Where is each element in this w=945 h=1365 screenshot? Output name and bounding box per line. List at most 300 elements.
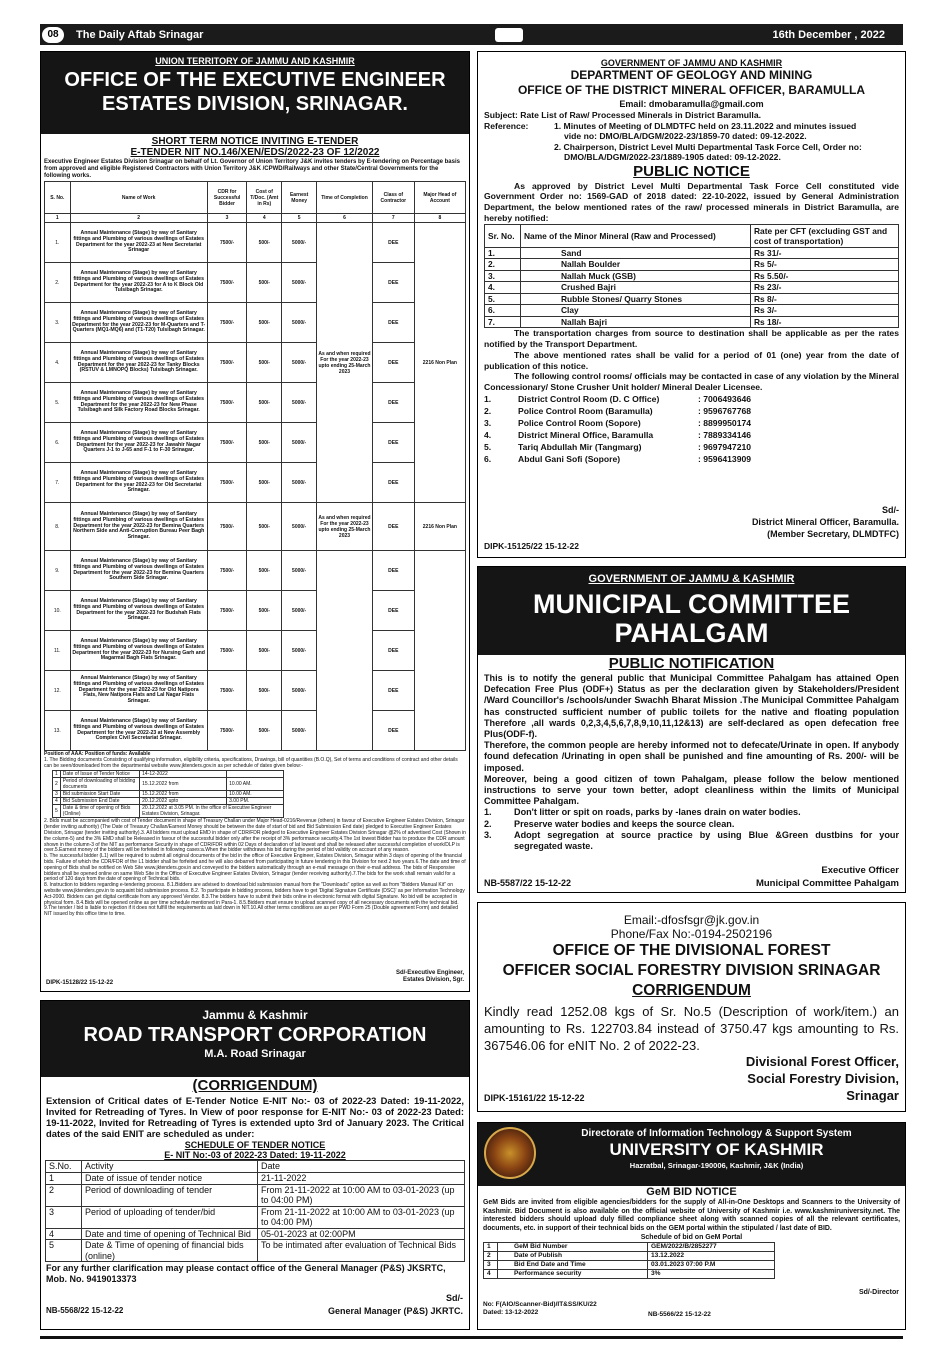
geo-rate-cell: Rs 31/- (751, 247, 899, 259)
pahalgam-instruction-num: 2. (484, 818, 492, 829)
pahalgam-p1: This is to notify the general public that Municipal Committee Pahalgam has attained Open Defecation Free Plus (ODF+) Status as per the declaration given by Stakeholders/President /Ward Councillor's /schools/under Swachh Bharat Mission .The Municipal Committee Pahalgam has constructed sufficient number of public toilets for the native and floating population Therefore ,all wards 0,2,3,4,5,6,7,8,9,10,11,12&13) are self-declared as open defecation free Plus(ODF-f). (484, 673, 899, 740)
estates-row-cdr: 7500/- (207, 671, 247, 711)
uok-schedule: Schedule of bid on GeM Portal (640, 1234, 743, 1242)
geo-rate-cell: Nallah Boulder (521, 259, 751, 271)
estates-row-em: 5000/- (282, 343, 317, 383)
estates-row-class: DEE (372, 463, 414, 503)
page-number: 08 (42, 27, 64, 43)
estates-row-number: 9. (45, 551, 71, 591)
uok-sd: Sd/-Director (858, 1289, 899, 1296)
geo-contact-phone: : 9596767768 (698, 405, 752, 416)
rtc-table-cell: From 21-11-2022 at 10:00 AM to 03-01-2023 (up to 04:00 PM) (258, 1184, 465, 1206)
geo-gov: GOVERNMENT OF JAMMU AND KASHMIR (600, 58, 783, 68)
geo-contact-row (484, 393, 899, 405)
estates-col-number: 6 (317, 214, 373, 223)
geo-contact-phone: : 7889334146 (698, 429, 752, 440)
rtc-schedule: SCHEDULE OF TENDER NOTICE (184, 1140, 326, 1150)
estates-row-work: Annual Maintenance (Stage) by way of Sanitary fittings and Plumbing of various dwellings of Estates Department for the year 2022-23 at New Secretariat Srinagar (70, 223, 207, 263)
geo-col-header: Name of the Minor Mineral (Raw and Processed) (521, 224, 751, 247)
uok-bid-cell: GeM Bid Number (498, 1243, 648, 1252)
estates-dates-table (52, 770, 284, 818)
geo-contact-row (484, 453, 899, 465)
geo-contact-phone: : 7006493646 (698, 393, 752, 404)
estates-date-row (53, 798, 284, 805)
uok-bid-row (484, 1261, 775, 1270)
estates-title-1: OFFICE OF THE EXECUTIVE ENGINEER (64, 69, 446, 91)
rtc-table-cell: To be intimated after evaluation of Technical Bids (258, 1240, 465, 1262)
geo-ref-1: 1. Minutes of Meeting of DLMDTFC held on 23.11.2022 and minutes issued (554, 120, 857, 131)
estates-note-4: 8. Instruction to bidders regarding e-tendering process. 8.1.Bidders are advised to download bid submission manual from the "Downloads" option as well as from "Bidders Manual Kit" on website www.jktenders.gov.in to acquaint bid submission process. 8.2. To participate in bidding process, bidders have to get 'Digital Signature Certificate (DSC)' as per Information Technology Act-2000. Bidders can get digital certificate from any approved Vendor. 8.3.The bidders have to submit their bids online in electronic format with digital Signature. No bid will be accepted in physical form. 8.4.Bids will be opened online as per time schedule mentioned in Para-1. 8.5.Bidders must ensure to upload scanned copy of all necessary documents with the technical bid. 9.The tender / bid is liable to rejection if it does not fulfill the requirements as laid down in NIT.10.All other terms conditions are as per PWD Form 25 (Double agreement Form) and detailed NIT issued by this office time to time. (44, 882, 465, 918)
estates-row-tdoc: 500/- (247, 503, 282, 551)
paper-name: The Daily Aftab Srinagar (76, 28, 204, 41)
uok-body: GeM Bids are invited from eligible agencies/bidders for the supply of All-in-One Desktops and Scanners to the University of Kashmir. Bid Document is also available on the official website of University of Kashmir i.e. www.kashmiruniversity.net. The interested bidders should upload duly filled compliance sheet along with scanned copies of all the relevant certificates, documents, etc. in support of their technical bids on the GEM portal within the stipulated / last date of BID. (483, 1199, 900, 1232)
geo-rate-cell: 6. (485, 305, 521, 317)
uok-bid-cell: GEM/2022/B/2852277 (648, 1243, 775, 1252)
estates-date-cell: 1 (53, 771, 61, 778)
geo-contact-phone: : 9596413909 (698, 453, 752, 464)
estates-row-tdoc: 500/- (247, 591, 282, 631)
geo-p1: The transportation charges from source to destination shall be applicable as per the rates notified by the Transport Department. (484, 328, 899, 349)
uok-title: UNIVERSITY OF KASHMIR (609, 1140, 824, 1159)
estates-date-cell: 20.12.2022 upto (140, 798, 227, 805)
estates-date-cell: 15.12.2022 from (140, 778, 227, 791)
rtc-table-row (46, 1228, 465, 1240)
geo-rate-cell: Nallah Muck (GSB) (521, 270, 751, 282)
geo-rate-row (485, 282, 899, 294)
rtc-enit: E- NIT No:-03 of 2022-23 Dated: 19-11-2022 (164, 1150, 346, 1160)
geo-rate-cell: 7. (485, 316, 521, 328)
estates-row-cdr: 7500/- (207, 383, 247, 423)
geo-contact-row (484, 405, 899, 417)
geo-public-notice: PUBLIC NOTICE (633, 162, 750, 180)
geo-rate-cell: Clay (521, 305, 751, 317)
estates-row-work: Annual Maintenance (Stage) by way of Sanitary fittings and Plumbing of various dwellings of Estates Department for the year 2022-23 for M-Quarters and T-Quarters (MQ1-MQ6) and (T1-T20) Tulsibagh Srinagar. (70, 303, 207, 343)
geo-ref-label: Reference: (484, 120, 529, 131)
rtc-body: Extension of Critical dates of E-Tender Notice E-NIT No:- 03 of 2022-23 Dated: 19-11-2022, Invited for Retreading of Tyres. In View of poor response for E-NIT No:- 03 of 2022-23 Dated: 19-11-2022, Invited for Retreading of Tyres is extended upto 3rd of January 2023. The Critical dates of the said ENIT are scheduled as under: (46, 1095, 464, 1139)
estates-major-head: 2216 Non Plan (414, 503, 465, 551)
estates-row-tdoc: 500/- (247, 711, 282, 751)
estates-row-work: Annual Maintenance (Stage) by way of Sanitary fittings and Plumbing of various dwellings of Estates Department for the year 2022-23 for A to K Block Old Tulsibagh Srinagar. (70, 263, 207, 303)
estates-row-number: 11. (45, 631, 71, 671)
estates-table-row (45, 591, 466, 631)
estates-table-row (45, 343, 466, 383)
geo-rate-row (485, 259, 899, 271)
geo-sign-2: (Member Secretary, DLMDTFC) (767, 529, 899, 539)
estates-row-em: 5000/- (282, 223, 317, 263)
rtc-table-row (46, 1184, 465, 1206)
estates-row-number: 6. (45, 423, 71, 463)
estates-row-work: Annual Maintenance (Stage) by way of Sanitary fittings and Plumbing of various dwellings of Estates Department for the year 2022-23 for Jawahir Nagar Quarters J-1 to J-65 and F-1 to F-30 Srinagar. (70, 423, 207, 463)
pahalgam-instruction (484, 819, 899, 830)
geo-contact-row (484, 429, 899, 441)
geo-rate-cell: Crushed Bajri (521, 282, 751, 294)
uok-bid-cell: Date of Publish (498, 1252, 648, 1261)
estates-header (41, 52, 469, 134)
estates-date-cell: Date & time of opening of Bids (Online) (60, 805, 139, 818)
geo-contact-phone: : 9697947210 (698, 441, 752, 452)
estates-row-em: 5000/- (282, 503, 317, 551)
issue-date: 16th December , 2022 (772, 28, 885, 41)
estates-row-cdr: 7500/- (207, 423, 247, 463)
rtc-table-cell: Date and time of opening of Technical Bid (82, 1228, 258, 1240)
rtc-col-header: Date (258, 1161, 465, 1173)
estates-table-row (45, 671, 466, 711)
estates-table-row (45, 223, 466, 263)
estates-col-number: 4 (247, 214, 282, 223)
estates-works-table (44, 181, 466, 751)
rtc-table-cell: Period of downloading of tender (82, 1184, 258, 1206)
rtc-table-cell: 21-11-2022 (258, 1173, 465, 1185)
pahalgam-nb: NB-5587/22 15-12-22 (484, 878, 572, 888)
rtc-table-cell: 05-01-2023 at 02:00PM (258, 1228, 465, 1240)
estates-row-cdr: 7500/- (207, 463, 247, 503)
estates-tender-ad (40, 51, 470, 992)
rtc-sd: Sd/- (446, 1293, 463, 1303)
estates-row-work: Annual Maintenance (Stage) by way of Sanitary fittings and Plumbing of various dwellings of Estates Department for the year 2022-23 for Bemina Quarters Southern Side Srinagar. (70, 551, 207, 591)
estates-col-header: Major Head of Account (414, 182, 465, 214)
estates-row-em: 5000/- (282, 383, 317, 423)
geo-rate-cell: Rs 5.50/- (751, 270, 899, 282)
geo-sign-1: District Mineral Officer, Baramulla. (751, 517, 899, 527)
uok-bid-row (484, 1243, 775, 1252)
estates-row-em: 5000/- (282, 631, 317, 671)
geo-sd: Sd/- (882, 505, 899, 515)
uok-directorate: Directorate of Information Technology & Support System (581, 1128, 852, 1139)
pahalgam-instruction-text: Preserve water bodies and keeps the source clean. (514, 818, 735, 829)
estates-row-cdr: 7500/- (207, 631, 247, 671)
geo-contact-num: 6. (484, 453, 492, 464)
estates-row-class: DEE (372, 551, 414, 591)
forest-body: Kindly read 1252.08 kgs of Sr. No.5 (Description of work/item.) an amounting to Rs. 122703.84 instead of 3750.47 kgs amounting to Rs. 367546.06 for eNIT No. 2 of 2022-23. (484, 1004, 899, 1053)
estates-table-row (45, 463, 466, 503)
geo-rate-cell: Rs 3/- (751, 305, 899, 317)
geo-col-header: Rate per CFT (excluding GST and cost of transportation) (751, 224, 899, 247)
estates-date-cell: 14-12-2022 (140, 771, 227, 778)
paper-logo-icon (495, 28, 523, 42)
geo-contact-phone: : 8899950174 (698, 417, 752, 428)
geo-rate-row (485, 305, 899, 317)
estates-col-header: CDR for Successful Bidder (207, 182, 247, 214)
estates-row-work: Annual Maintenance (Stage) by way of Sanitary fittings and Plumbing of various dwellings of Estates Department for the year 2022-23 at New Assembly Complex Civil Secretariat Srinagar. (70, 711, 207, 751)
geo-rate-cell: 2. (485, 259, 521, 271)
estates-row-cdr: 7500/- (207, 263, 247, 303)
rtc-table-cell: 1 (46, 1173, 82, 1185)
estates-row-work: Annual Maintenance (Stage) by way of Sanitary fittings and Plumbing of various dwellings of Estates Department for the year 2022-23 for Old Natipora Flats, New Natipora Flats and Lal Nagar Flats Srinagar. (70, 671, 207, 711)
estates-row-tdoc: 500/- (247, 631, 282, 671)
estates-col-number: 7 (372, 214, 414, 223)
estates-row-em: 5000/- (282, 551, 317, 591)
pahalgam-instruction-num: 3. (484, 829, 492, 840)
geo-contact-num: 2. (484, 405, 492, 416)
estates-table-row (45, 263, 466, 303)
estates-date-cell: Bid Submission End Date (60, 798, 139, 805)
uok-bid-cell: 4 (484, 1270, 498, 1279)
geology-notice-ad (477, 51, 906, 558)
rtc-table-cell: From 21-11-2022 at 10:00 AM to 03-01-2023 (up to 04:00 PM) (258, 1206, 465, 1228)
pahalgam-sign-1: Executive Officer (821, 865, 899, 876)
estates-note-2: 2. Bids must be accompanied with cost of Tender document in shape of Treasury Challan under Major Head-0216/Revenue (others) in favour of Executive Engineer Estates Division, Srinagar (tender inviting authority) (The Date of Treasury Challan/Earnest Money should be between the date of start of bid and Bid Submission End date) pledged to Executive Engineer Estates Division, Srinagar (tender inviting authority).3. All bidders must upload EMD in shape of CDR/FDR pledged to Executive Engineer Estates Division Srinagar @2% of advertised Cost (Shown in the column-5) and the 3% EMD shall be Released in favour of the successful bidder only after the receipt of 3% performance security.4.The 1st lowest Bidder has to produce the CDR amount shown in the column-3 of the NIT as performance Security in shape of CDR/FDR within 02 Days of declaration of lat lowest and shall be released after successful completion of work/DLP is over.5.Earnest money of the bidders will be forfeited in following cases:a.When the bidder withdraws his bid during the period of bid validity on account of any reason. (44, 818, 466, 854)
estates-row-tdoc: 500/- (247, 463, 282, 503)
uok-emblem-icon (484, 1127, 536, 1179)
estates-date-cell (227, 771, 284, 778)
estates-col-number: 3 (207, 214, 247, 223)
geo-ref-1b: vide no: DMO/BLA/DGM/2022-23/1859-70 dated: 09-12-2022. (564, 131, 807, 141)
estates-intro: Executive Engineer Estates Division Srinagar on behalf of Lt. Governor of Union Territory J&K invites tenders by E-tendering on Percentage basis from approved and eligible Registered Contractors with Union Territory J&K /CPWD/Railways and other State/Central Governments for the following works. (44, 159, 460, 179)
pahalgam-instruction (484, 830, 899, 852)
forest-sign-2: Social Forestry Division, (747, 1071, 899, 1086)
uok-dated: Dated: 13-12-2022 (483, 1309, 539, 1316)
uok-bid-cell: 1 (484, 1243, 498, 1252)
geo-contact-row (484, 441, 899, 453)
estates-col-header: Name of Work (70, 182, 207, 214)
estates-row-work: Annual Maintenance (Stage) by way of Sanitary fittings and Plumbing of various dwellings of Estates Department for the year 2022-23 for Old Secretariat Srinagar. (70, 463, 207, 503)
estates-row-cdr: 7500/- (207, 551, 247, 591)
estates-row-class: DEE (372, 423, 414, 463)
estates-col-header: Cost of T/Doc. (Amt in Rs) (247, 182, 282, 214)
estates-row-class: DEE (372, 671, 414, 711)
rtc-table-cell: Period of uploading of tender/bid (82, 1206, 258, 1228)
uok-bid-cell: 3% (648, 1270, 775, 1279)
rtc-table-cell: Date of issue of tender notice (82, 1173, 258, 1185)
estates-row-number: 5. (45, 383, 71, 423)
estates-signature-2: Estates Division, Sgr. (402, 977, 464, 983)
estates-row-class: DEE (372, 343, 414, 383)
rtc-table-row (46, 1206, 465, 1228)
rtc-col-header: Activity (82, 1161, 258, 1173)
estates-row-em: 5000/- (282, 671, 317, 711)
uok-no: No: F(AIO/Scanner-Bid)/IT&SS/KU/22 (483, 1301, 597, 1308)
estates-date-cell: 4 (53, 798, 61, 805)
estates-table-row (45, 383, 466, 423)
rtc-corrigendum-ad (40, 1000, 470, 1330)
estates-col-header: Earnest Money (282, 182, 317, 214)
pahalgam-title-1: MUNICIPAL COMMITTEE (533, 589, 850, 619)
rtc-nb: NB-5568/22 15-12-22 (46, 1306, 124, 1315)
estates-date-cell: Bid submission Start Date (60, 791, 139, 798)
geo-rates-table (484, 224, 899, 329)
rtc-col-header: S.No. (46, 1161, 82, 1173)
estates-date-row (53, 805, 284, 818)
estates-row-em: 5000/- (282, 303, 317, 343)
estates-date-cell: Date of Issue of Tender Notice (60, 771, 139, 778)
geo-contact-num: 3. (484, 417, 492, 428)
estates-date-cell: 10.00 AM. (227, 791, 284, 798)
forest-sign-1: Divisional Forest Officer, (745, 1054, 899, 1069)
pahalgam-title-2: PAHALGAM (614, 618, 769, 648)
estates-date-cell: 20.12.2022 at 3.05 PM. In the office of Executive Engineer Estates Division, Srinagar. (140, 805, 284, 818)
geo-contact-name: Police Control Room (Baramulla) (518, 405, 653, 416)
geo-contact-name: Tariq Abdullah Mir (Tangmarg) (518, 441, 642, 452)
geo-rate-cell: 5. (485, 293, 521, 305)
geo-contact-num: 5. (484, 441, 492, 452)
geo-rate-row (485, 270, 899, 282)
estates-date-row (53, 791, 284, 798)
estates-row-tdoc: 500/- (247, 263, 282, 303)
pahalgam-instruction-text: Don't litter or spit on roads, parks by -lanes drain on water bodies. (514, 807, 801, 818)
estates-date-cell: 5 (53, 805, 61, 818)
geo-rate-row (485, 293, 899, 305)
geo-rate-cell: Rs 8/- (751, 293, 899, 305)
estates-row-number: 10. (45, 591, 71, 631)
geo-rate-cell: Sand (521, 247, 751, 259)
estates-row-class: DEE (372, 711, 414, 751)
estates-row-number: 4. (45, 343, 71, 383)
estates-date-cell: Period of downloading of bidding documents (60, 778, 139, 791)
estates-row-em: 5000/- (282, 263, 317, 303)
newspaper-header (40, 24, 903, 45)
rtc-address: M.A. Road Srinagar (204, 1048, 306, 1060)
estates-row-cdr: 7500/- (207, 503, 247, 551)
geo-contact-num: 4. (484, 429, 492, 440)
estates-row-class: DEE (372, 631, 414, 671)
estates-row-tdoc: 500/- (247, 551, 282, 591)
uok-bid-row (484, 1270, 775, 1279)
pahalgam-sign-2: Municipal Committee Pahalgam (755, 878, 899, 889)
rtc-jk: Jammu & Kashmir (202, 1008, 308, 1022)
estates-short-notice: SHORT TERM NOTICE INVITING E-TENDER (151, 136, 359, 147)
rtc-table-cell: 5 (46, 1240, 82, 1262)
rtc-gm: General Manager (P&S) JKRTC. (327, 1306, 463, 1316)
pahalgam-instruction-text: Adopt segregation at source practice by using Blue &Green dustbins for your segregated waste. (514, 829, 899, 852)
estates-col-header: Time of Completion (317, 182, 373, 214)
forest-corrigendum-ad (477, 902, 906, 1112)
estates-major-head-empty (414, 551, 465, 751)
estates-col-number: 5 (282, 214, 317, 223)
geo-p3: The following control rooms/ officials may be contacted in case of any violation by the Mineral Concessionary/ Stone Crusher Unit holder/ Mineral Dealer Licensee. (484, 371, 899, 393)
estates-aaa: Position of AAA: Position of funds: Available (44, 751, 151, 757)
rtc-corrigendum: (CORRIGENDUM) (192, 1077, 318, 1094)
estates-row-cdr: 7500/- (207, 591, 247, 631)
geo-ref-2b: DMO/BLA/DGM/2022-23/1889-1905 dated: 09-12-2022. (564, 152, 781, 162)
estates-nit-number: E-TENDER NIT NO.146/XEN/EDS/2022-23 OF 12/2022 (130, 147, 380, 158)
estates-date-row (53, 778, 284, 791)
estates-table-row (45, 503, 466, 551)
geo-body: As approved by District Level Multi Departmental Task Force Cell constituted vide Government Order no: 1569-GAD of 2018 dated: 22-10-2022, issued by General Administration Department, the below mentioned rates of the raw/ processed minerals in District Baramulla, are hereby notified: (484, 180, 899, 223)
estates-date-cell: 2 (53, 778, 61, 791)
geo-rate-cell: Rs 5/- (751, 259, 899, 271)
estates-ut: UNION TERRITORY OF JAMMU AND KASHMIR (155, 56, 355, 66)
estates-row-number: 7. (45, 463, 71, 503)
pahalgam-instruction-num: 1. (484, 807, 492, 818)
geo-rate-cell: Nallah Bajri (521, 316, 751, 328)
estates-date-row (53, 771, 284, 778)
estates-title-2: ESTATES DIVISION, SRINAGAR. (102, 93, 408, 115)
estates-row-work: Annual Maintenance (Stage) by way of Sanitary fittings and Plumbing of various dwellings of Estates Department for the year 2022-23 for Bemina Quarters Northern Side and Anti-Corruption Bureau Peer Bagh Srinagar. (70, 503, 207, 551)
estates-row-tdoc: 500/- (247, 671, 282, 711)
geo-office: OFFICE OF THE DISTRICT MINERAL OFFICER, BARAMULLA (517, 83, 866, 97)
estates-row-class: DEE (372, 383, 414, 423)
estates-row-work: Annual Maintenance (Stage) by way of Sanitary fittings and Plumbing of various dwellings of Estates Department for the year 2022-23 for Tanky Blocks (RSTUV & LMNOPQ Blocks) Tulsibagh Srinagar. (70, 343, 207, 383)
forest-title-1: OFFICE OF THE DIVISIONAL FOREST (552, 942, 831, 959)
estates-row-number: 8. (45, 503, 71, 551)
pahalgam-p3: Moreover, being a good citizen of town Pahalgam, please follow the below mentioned instructions to serve your town better, adopt cleanliness within the limits of Municipal Committee Pahalgam. (484, 773, 899, 807)
estates-row-number: 3. (45, 303, 71, 343)
uok-bid-cell: 03.01.2023 07:00 P.M (648, 1261, 775, 1270)
estates-row-work: Annual Maintenance (Stage) by way of Sanitary fittings and Plumbing of various dwellings of Estates Department for the year 2022-23 for Nursing Garh and Magarmal Bagh Flats Srinagar. (70, 631, 207, 671)
rtc-table-cell: 2 (46, 1184, 82, 1206)
rtc-title: ROAD TRANSPORT CORPORATION (83, 1024, 427, 1046)
estates-row-class: DEE (372, 591, 414, 631)
estates-table-row (45, 631, 466, 671)
estates-table-row (45, 423, 466, 463)
geo-rate-cell: Rubble Stones/ Quarry Stones (521, 293, 751, 305)
pahalgam-gov: GOVERNMENT OF JAMMU & KASHMIR (588, 573, 795, 585)
estates-row-tdoc: 500/- (247, 303, 282, 343)
estates-major-head: 2216 Non Plan (414, 223, 465, 503)
rtc-table-cell: 4 (46, 1228, 82, 1240)
geo-contact-row (484, 417, 899, 429)
estates-date-cell: 10.00 AM. (227, 778, 284, 791)
estates-signature: Sd/-Executive Engineer, (395, 970, 464, 976)
uok-gem-ad (477, 1122, 906, 1330)
estates-col-number: 2 (70, 214, 207, 223)
geo-dept: DEPARTMENT OF GEOLOGY AND MINING (570, 68, 813, 82)
estates-row-work: Annual Maintenance (Stage) by way of Sanitary fittings and Plumbing of various dwellings of Estates Department for the year 2022-23 for New Phase Tulsibagh and Silk Factory Road Blocks Srinagar. (70, 383, 207, 423)
uok-address: Hazratbal, Srinagar-190006, Kashmir, J&K (India) (629, 1161, 804, 1170)
pahalgam-instruction (484, 807, 899, 818)
estates-col-number: 1 (45, 214, 71, 223)
uok-bid-cell: Performance security (498, 1270, 648, 1279)
estates-row-cdr: 7500/- (207, 711, 247, 751)
estates-row-class: DEE (372, 503, 414, 551)
geo-dipk: DIPK-15125/22 15-12-22 (484, 541, 579, 551)
forest-dipk: DIPK-15161/22 15-12-22 (484, 1093, 585, 1103)
estates-row-number: 1. (45, 223, 71, 263)
geo-rate-cell: 3. (485, 270, 521, 282)
estates-row-em: 5000/- (282, 711, 317, 751)
forest-phone: Phone/Fax No:-0194-2502196 (610, 927, 773, 941)
forest-title-2: OFFICER SOCIAL FORESTRY DIVISION SRINAGAR (502, 962, 881, 979)
uok-gem-notice: GeM BID NOTICE (646, 1186, 737, 1198)
pahalgam-p2: Therefore, the common people are hereby informed not to defecate/Urinate in open. If anybody found defecation /Urinating in open shall be punished and fine amounting of Rs. 200/- will be imposed. (484, 740, 899, 773)
geo-subject: Subject: Rate List of Raw/ Processed Minerals in District Baramulla. (484, 110, 761, 120)
uok-bid-cell: 2 (484, 1252, 498, 1261)
estates-row-class: DEE (372, 263, 414, 303)
estates-row-work: Annual Maintenance (Stage) by way of Sanitary fittings and Plumbing of various dwellings of Estates Department for the year 2022-23 for Budshah Flats Srinagar. (70, 591, 207, 631)
rtc-table-row (46, 1173, 465, 1185)
estates-col-header: S. No. (45, 182, 71, 214)
estates-note-1: 1. The Bidding documents Consisting of qualifying information, eligibility criteria, specifications, Drawings, bill of quantities (B.O.Q), Set of terms and conditions of contract and other details can be seen/downloaded from the departmental website www.jktenders.gov.in as per schedule of dates given below:- (44, 756, 458, 769)
uok-bid-row (484, 1252, 775, 1261)
geo-contact-name: District Mineral Office, Baramulla (518, 429, 654, 440)
estates-date-cell: 15.12.2022 from (140, 791, 227, 798)
forest-email: Email:-dfosfsgr@jk.gov.in (623, 913, 760, 927)
uok-nb: NB-5566/22 15-12-22 (648, 1311, 711, 1318)
geo-rate-cell: Rs 18/- (751, 316, 899, 328)
rtc-table-cell: Date & Time of opening of financial bids (online) (82, 1240, 258, 1262)
rtc-table-header (46, 1161, 465, 1173)
estates-row-em: 5000/- (282, 423, 317, 463)
geo-contact-name: Police Control Room (Sopore) (518, 417, 641, 428)
estates-row-class: DEE (372, 223, 414, 263)
pahalgam-pn: PUBLIC NOTIFICATION (608, 655, 775, 672)
estates-col-header: Class of Contractor (372, 182, 414, 214)
estates-col-number: 8 (414, 214, 465, 223)
estates-row-tdoc: 500/- (247, 343, 282, 383)
estates-note-3: b. The successful bidder (L1) will be required to submit all original documents of the bid in the office of Executive Engineer, Estates Division, Srinagar within 3 days of opening of the financial bids. Failure of which the CDR/FDR of the L1 bidder shall be forfeited and he will also debarred from participating in future tendering in this Division for next 2 two years.6.The date and time of opening of Bids shall be notified on Web Site www.jktenders.gov.in and conveyed to the bidders automatically through an e-mail message on their e-mail address. The bids of Responsive bidders shall be opened online on same Web Site in the Office of Executive Engineer Estates Division, Srinagar (tender receiving authority).7.The bids for the work shall remain valid for a period of 120 days from the date of opening of Technical bids. (44, 853, 466, 883)
rtc-table-row (46, 1240, 465, 1262)
estates-table-row (45, 711, 466, 751)
estates-time-of-completion-empty (317, 551, 373, 751)
estates-date-cell: 3.00 PM. (227, 798, 284, 805)
page-bottom-rule (40, 1336, 903, 1339)
geo-p2: The above mentioned rates shall be valid for a period of 01 (one) year from the date of publication of this notice. (484, 349, 899, 371)
rtc-footer: For any further clarification may please contact office of the General Manager (P&S) JKSRTC, Mob. No. 9419013373 (46, 1263, 446, 1284)
geo-rate-cell: 4. (485, 282, 521, 294)
estates-dipk: DIPK-15128/22 15-12-22 (46, 980, 114, 986)
estates-table-row (45, 551, 466, 591)
estates-row-number: 2. (45, 263, 71, 303)
